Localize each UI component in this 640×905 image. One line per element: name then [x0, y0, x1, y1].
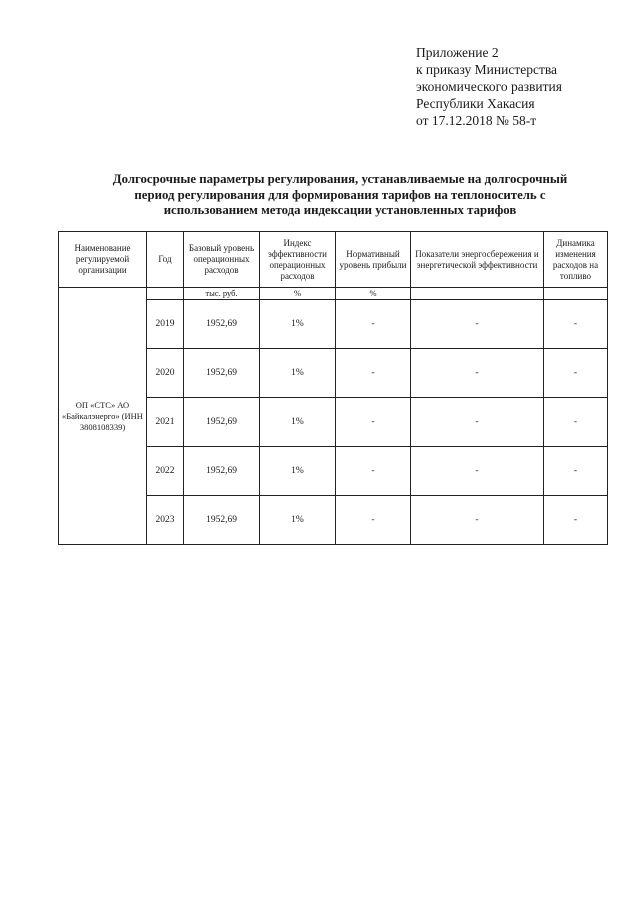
cell-base-level: 1952,69	[184, 349, 260, 398]
cell-energy-indicators: -	[411, 398, 544, 447]
cell-fuel-dynamics: -	[544, 300, 608, 349]
table-units-row	[59, 288, 608, 300]
unit-energy-empty	[411, 288, 544, 300]
cell-fuel-dynamics: -	[544, 349, 608, 398]
cell-energy-indicators: -	[411, 447, 544, 496]
appendix-line: от 17.12.2018 № 58-т	[416, 113, 537, 128]
cell-efficiency-index: 1%	[260, 300, 336, 349]
cell-base-level: 1952,69	[184, 447, 260, 496]
unit-normative-profit: %	[336, 288, 411, 300]
cell-efficiency-index: 1%	[260, 496, 336, 545]
header-year: Год	[147, 232, 184, 288]
header-efficiency-index: Индекс эффективности операционных расходов	[260, 232, 336, 288]
unit-base-level: тыс. руб.	[184, 288, 260, 300]
cell-year: 2023	[147, 496, 184, 545]
cell-energy-indicators: -	[411, 300, 544, 349]
cell-efficiency-index: 1%	[260, 349, 336, 398]
header-base-level: Базовый уровень операционных расходов	[184, 232, 260, 288]
appendix-line: к приказу Министерства	[416, 62, 558, 77]
appendix-line: Республики Хакасия	[416, 96, 535, 111]
unit-year-empty	[147, 288, 184, 300]
cell-base-level: 1952,69	[184, 398, 260, 447]
header-normative-profit: Нормативный уровень прибыли	[336, 232, 411, 288]
cell-base-level: 1952,69	[184, 300, 260, 349]
header-org-name: Наименование регулируемой организации	[59, 232, 147, 288]
cell-year: 2020	[147, 349, 184, 398]
cell-energy-indicators: -	[411, 349, 544, 398]
cell-base-level: 1952,69	[184, 496, 260, 545]
cell-fuel-dynamics: -	[544, 398, 608, 447]
appendix-block	[416, 44, 562, 129]
cell-normative-profit: -	[336, 447, 411, 496]
parameters-table	[58, 231, 608, 545]
appendix-line: Приложение 2	[416, 45, 499, 60]
header-energy-indicators: Показатели энергосбережения и энергетической эффективности	[411, 232, 544, 288]
cell-normative-profit: -	[336, 496, 411, 545]
unit-efficiency-index: %	[260, 288, 336, 300]
unit-fuel-empty	[544, 288, 608, 300]
organization-cell: ОП «СТС» АО «Байкалэнерго» (ИНН 3808108339)	[59, 288, 147, 545]
cell-normative-profit: -	[336, 398, 411, 447]
cell-efficiency-index: 1%	[260, 398, 336, 447]
cell-normative-profit: -	[336, 300, 411, 349]
title-line: Долгосрочные параметры регулирования, устанавливаемые на долгосрочный	[112, 172, 568, 186]
cell-fuel-dynamics: -	[544, 447, 608, 496]
cell-year: 2021	[147, 398, 184, 447]
cell-year: 2022	[147, 447, 184, 496]
header-fuel-dynamics: Динамика изменения расходов на топливо	[544, 232, 608, 288]
title-line: использованием метода индексации установленных тарифов	[163, 203, 517, 217]
cell-efficiency-index: 1%	[260, 447, 336, 496]
title-line: период регулирования для формирования тарифов на теплоноситель с	[134, 187, 546, 202]
cell-fuel-dynamics: -	[544, 496, 608, 545]
cell-energy-indicators: -	[411, 496, 544, 545]
cell-year: 2019	[147, 300, 184, 349]
cell-normative-profit: -	[336, 349, 411, 398]
table-header-row	[59, 232, 608, 288]
appendix-line: экономического развития	[416, 79, 562, 94]
document-title	[70, 172, 610, 219]
